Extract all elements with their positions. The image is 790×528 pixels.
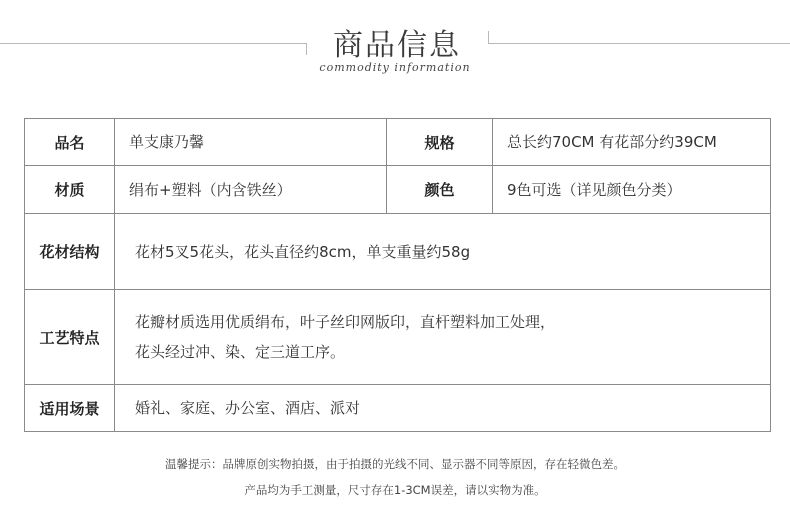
craft-line-1: 花瓣材质选用优质绢布，叶子丝印网版印，直杆塑料加工处理， (135, 313, 556, 331)
size-label: 规格 (387, 119, 493, 166)
header-line-left (0, 43, 306, 44)
tip-note: 温馨提示：品牌原创实物拍摄，由于拍摄的光线不同、显示器不同等原因，存在轻微色差。 (165, 457, 625, 471)
header-tick-right (488, 31, 489, 43)
table-row (25, 166, 771, 214)
material-label: 材质 (25, 166, 115, 214)
header-tick-left (306, 43, 307, 55)
color-label: 颜色 (387, 166, 493, 214)
craft-line-2: 花头经过冲、染、定三道工序。 (135, 343, 346, 361)
table-row (25, 119, 771, 166)
header-line-right (488, 43, 790, 44)
structure-label: 花材结构 (25, 214, 115, 290)
craft-value (115, 290, 771, 385)
page-title: 商品信息 (333, 28, 461, 63)
structure-value: 花材5叉5花头，花头直径约8cm，单支重量约58g (115, 214, 771, 290)
page-subtitle: commodity information (319, 61, 471, 74)
table-row (25, 214, 771, 290)
spec-table (24, 118, 771, 432)
measure-note: 产品均为手工测量，尺寸存在1-3CM误差，请以实物为准。 (244, 483, 546, 497)
usage-label: 适用场景 (25, 385, 115, 432)
table-row (25, 290, 771, 385)
usage-value: 婚礼、家庭、办公室、酒店、派对 (115, 385, 771, 432)
craft-label: 工艺特点 (25, 290, 115, 385)
name-value: 单支康乃馨 (115, 119, 387, 166)
color-value: 9色可选（详见颜色分类） (493, 166, 771, 214)
name-label: 品名 (25, 119, 115, 166)
material-value: 绢布+塑料（内含铁丝） (115, 166, 387, 214)
table-row (25, 385, 771, 432)
size-value: 总长约70CM 有花部分约39CM (493, 119, 771, 166)
